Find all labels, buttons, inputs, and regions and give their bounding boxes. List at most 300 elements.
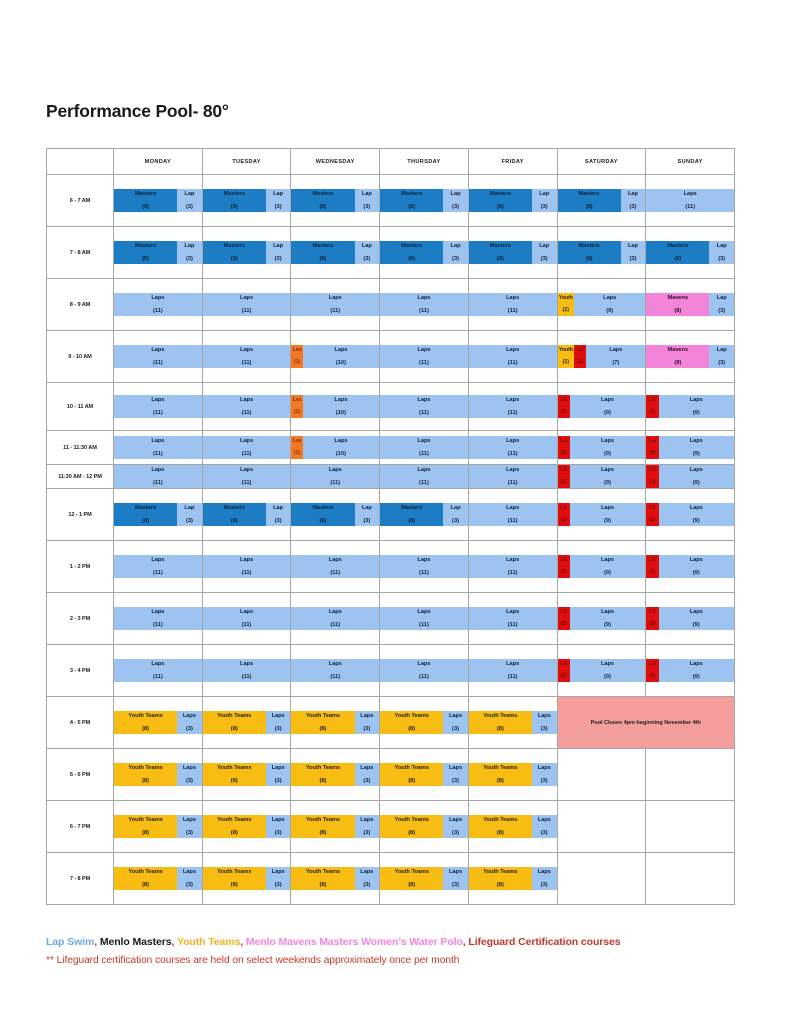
- schedule-cell-thursday[interactable]: [380, 331, 469, 383]
- program-block-youth[interactable]: [380, 711, 443, 734]
- program-block-laps[interactable]: [570, 607, 645, 630]
- program-block-masters[interactable]: [203, 503, 266, 526]
- block-row: [469, 465, 557, 488]
- program-block-youth[interactable]: [203, 867, 266, 890]
- program-block-lg[interactable]: [646, 555, 658, 578]
- schedule-cell-friday[interactable]: [468, 175, 557, 227]
- schedule-cell-friday[interactable]: [468, 331, 557, 383]
- schedule-cell-monday[interactable]: [114, 279, 203, 331]
- program-block-masters[interactable]: [203, 241, 266, 264]
- schedule-cell-wednesday[interactable]: [291, 431, 380, 465]
- lane-count: (3): [185, 882, 193, 888]
- program-block-laps[interactable]: [570, 465, 645, 488]
- schedule-cell-wednesday[interactable]: [291, 645, 380, 697]
- schedule-cell-wednesday[interactable]: [291, 465, 380, 489]
- lane-count: (11): [507, 480, 518, 486]
- schedule-cell-thursday[interactable]: [380, 431, 469, 465]
- program-block-laps[interactable]: [443, 763, 468, 786]
- program-block-lap[interactable]: [355, 503, 380, 526]
- program-block-youth[interactable]: [380, 763, 443, 786]
- program-block-laps[interactable]: [303, 436, 379, 459]
- schedule-cell-tuesday[interactable]: [202, 697, 291, 749]
- schedule-cell-wednesday[interactable]: [291, 279, 380, 331]
- program-block-laps[interactable]: [469, 395, 557, 418]
- program-block-laps[interactable]: [203, 659, 291, 682]
- lane-count: (11): [330, 570, 341, 576]
- program-block-lg[interactable]: [558, 607, 570, 630]
- program-block-youth[interactable]: [291, 815, 354, 838]
- program-block-laps[interactable]: [659, 607, 734, 630]
- block-row: [646, 241, 734, 264]
- schedule-cell-sunday[interactable]: [646, 175, 735, 227]
- program-block-lg[interactable]: [558, 395, 570, 418]
- program-block-laps[interactable]: [291, 293, 379, 316]
- program-block-laps[interactable]: [469, 607, 557, 630]
- program-block-laps[interactable]: [659, 659, 734, 682]
- lane-count: (8): [408, 882, 416, 888]
- program-block-lap[interactable]: [532, 241, 557, 264]
- program-block-laps[interactable]: [443, 711, 468, 734]
- program-block-lg[interactable]: [574, 345, 586, 368]
- schedule-cell-thursday[interactable]: [380, 801, 469, 853]
- block-row: [291, 345, 379, 368]
- program-block-laps[interactable]: [203, 555, 291, 578]
- program-block-laps[interactable]: [355, 763, 380, 786]
- program-block-laps[interactable]: [303, 395, 379, 418]
- program-block-masters[interactable]: [380, 241, 443, 264]
- schedule-cell-sunday[interactable]: [646, 593, 735, 645]
- schedule-cell-monday[interactable]: [114, 593, 203, 645]
- schedule-cell-saturday[interactable]: [557, 541, 646, 593]
- schedule-cell-friday[interactable]: [468, 645, 557, 697]
- schedule-cell-monday[interactable]: [114, 431, 203, 465]
- time-label: 2 - 3 PM: [47, 593, 114, 645]
- lane-count: (3): [629, 256, 637, 262]
- program-block-laps[interactable]: [266, 815, 291, 838]
- program-block-laps[interactable]: [114, 395, 202, 418]
- schedule-cell-tuesday[interactable]: [202, 227, 291, 279]
- schedule-cell-saturday[interactable]: [557, 645, 646, 697]
- program-block-lap[interactable]: [177, 241, 202, 264]
- program-block-laps[interactable]: [469, 436, 557, 459]
- schedule-cell-tuesday[interactable]: [202, 489, 291, 541]
- program-block-laps[interactable]: [303, 345, 379, 368]
- schedule-cell-friday[interactable]: [468, 697, 557, 749]
- schedule-cell-tuesday[interactable]: [202, 593, 291, 645]
- program-block-lap[interactable]: [355, 241, 380, 264]
- program-block-laps[interactable]: [114, 607, 202, 630]
- program-block-youth[interactable]: [114, 763, 177, 786]
- program-block-youth[interactable]: [469, 815, 532, 838]
- program-block-laps[interactable]: [659, 436, 734, 459]
- program-block-laps[interactable]: [355, 815, 380, 838]
- schedule-cell-wednesday[interactable]: [291, 749, 380, 801]
- schedule-cell-wednesday[interactable]: [291, 593, 380, 645]
- schedule-cell-monday[interactable]: [114, 331, 203, 383]
- program-block-masters[interactable]: [114, 189, 177, 212]
- lane-count: (8): [674, 308, 682, 314]
- program-block-youth[interactable]: [469, 763, 532, 786]
- schedule-cell-wednesday[interactable]: [291, 853, 380, 905]
- program-block-mavens[interactable]: [646, 293, 709, 316]
- program-block-youth[interactable]: [291, 711, 354, 734]
- program-block-laps[interactable]: [659, 503, 734, 526]
- program-block-laps[interactable]: [443, 867, 468, 890]
- schedule-cell-monday[interactable]: [114, 383, 203, 431]
- program-block-youth[interactable]: [114, 711, 177, 734]
- schedule-cell-thursday[interactable]: [380, 489, 469, 541]
- lane-count: (8): [674, 360, 682, 366]
- program-block-laps[interactable]: [574, 293, 645, 316]
- program-block-les[interactable]: [291, 395, 302, 418]
- program-block-laps[interactable]: [380, 436, 468, 459]
- program-block-masters[interactable]: [291, 189, 354, 212]
- schedule-cell-friday[interactable]: [468, 465, 557, 489]
- schedule-cell-monday[interactable]: [114, 465, 203, 489]
- program-block-laps[interactable]: [266, 867, 291, 890]
- program-label: Laps: [537, 765, 551, 772]
- schedule-cell-monday[interactable]: [114, 853, 203, 905]
- schedule-cell-monday[interactable]: [114, 227, 203, 279]
- program-block-masters[interactable]: [646, 241, 709, 264]
- legend-separator: ,: [171, 936, 177, 948]
- schedule-cell-friday[interactable]: [468, 489, 557, 541]
- program-block-laps[interactable]: [177, 867, 202, 890]
- program-label: Laps: [240, 557, 254, 564]
- schedule-cell-thursday[interactable]: [380, 749, 469, 801]
- program-block-youth[interactable]: [558, 293, 575, 316]
- program-block-laps[interactable]: [659, 555, 734, 578]
- schedule-cell-sunday[interactable]: [646, 331, 735, 383]
- program-block-les[interactable]: [291, 345, 302, 368]
- schedule-cell-sunday[interactable]: [646, 489, 735, 541]
- schedule-cell-friday[interactable]: [468, 227, 557, 279]
- program-block-laps[interactable]: [380, 395, 468, 418]
- program-label: Youth Teams: [217, 869, 252, 876]
- schedule-cell-monday[interactable]: [114, 749, 203, 801]
- schedule-cell-sunday[interactable]: [646, 383, 735, 431]
- schedule-cell-sunday[interactable]: [646, 431, 735, 465]
- program-block-lap[interactable]: [266, 241, 291, 264]
- schedule-cell-tuesday[interactable]: [202, 279, 291, 331]
- schedule-cell-tuesday[interactable]: [202, 465, 291, 489]
- program-block-laps[interactable]: [532, 763, 557, 786]
- program-block-lap[interactable]: [266, 503, 291, 526]
- program-label: Laps: [328, 661, 342, 668]
- program-block-lg[interactable]: [558, 436, 570, 459]
- program-block-mavens[interactable]: [646, 345, 709, 368]
- schedule-cell-sunday[interactable]: [646, 465, 735, 489]
- program-block-masters[interactable]: [380, 189, 443, 212]
- program-block-laps[interactable]: [469, 503, 557, 526]
- schedule-cell-wednesday[interactable]: [291, 175, 380, 227]
- schedule-cell-tuesday[interactable]: [202, 331, 291, 383]
- schedule-cell-saturday[interactable]: [557, 331, 646, 383]
- program-block-laps[interactable]: [114, 293, 202, 316]
- schedule-cell-thursday[interactable]: [380, 645, 469, 697]
- program-block-lap[interactable]: [532, 189, 557, 212]
- program-block-laps[interactable]: [380, 659, 468, 682]
- program-block-masters[interactable]: [291, 503, 354, 526]
- schedule-cell-wednesday[interactable]: [291, 331, 380, 383]
- program-block-laps[interactable]: [114, 345, 202, 368]
- program-block-laps[interactable]: [203, 607, 291, 630]
- program-block-laps[interactable]: [469, 345, 557, 368]
- program-block-laps[interactable]: [114, 659, 202, 682]
- schedule-cell-thursday[interactable]: [380, 593, 469, 645]
- program-block-lap[interactable]: [177, 189, 202, 212]
- schedule-cell-wednesday[interactable]: [291, 801, 380, 853]
- schedule-cell-saturday[interactable]: [557, 465, 646, 489]
- schedule-cell-tuesday[interactable]: [202, 383, 291, 431]
- day-header-thursday: THURSDAY: [380, 149, 469, 175]
- schedule-cell-wednesday[interactable]: [291, 227, 380, 279]
- schedule-cell-sunday[interactable]: [646, 227, 735, 279]
- program-block-youth[interactable]: [291, 763, 354, 786]
- schedule-cell-tuesday[interactable]: [202, 645, 291, 697]
- schedule-cell-friday[interactable]: [468, 541, 557, 593]
- program-block-laps[interactable]: [380, 555, 468, 578]
- program-block-youth[interactable]: [469, 867, 532, 890]
- program-block-laps[interactable]: [266, 763, 291, 786]
- header-corner: [47, 149, 114, 175]
- program-block-youth[interactable]: [380, 867, 443, 890]
- program-label: Laps: [271, 713, 285, 720]
- schedule-cell-thursday[interactable]: [380, 279, 469, 331]
- program-block-laps[interactable]: [355, 711, 380, 734]
- program-block-lap[interactable]: [443, 189, 468, 212]
- program-block-laps[interactable]: [532, 711, 557, 734]
- lane-count: (8): [496, 204, 504, 210]
- program-block-masters[interactable]: [291, 241, 354, 264]
- schedule-cell-thursday[interactable]: [380, 175, 469, 227]
- schedule-cell-sunday[interactable]: [646, 279, 735, 331]
- program-block-laps[interactable]: [203, 436, 291, 459]
- schedule-cell-tuesday[interactable]: [202, 175, 291, 227]
- schedule-cell-saturday[interactable]: [557, 431, 646, 465]
- program-label: Youth Teams: [305, 765, 341, 772]
- schedule-cell-friday[interactable]: [468, 431, 557, 465]
- schedule-cell-wednesday[interactable]: [291, 383, 380, 431]
- schedule-cell-thursday[interactable]: [380, 697, 469, 749]
- program-label: LG: [648, 467, 656, 474]
- program-block-laps[interactable]: [570, 659, 645, 682]
- program-label: Laps: [182, 713, 196, 720]
- program-block-laps[interactable]: [570, 503, 645, 526]
- schedule-cell-friday[interactable]: [468, 279, 557, 331]
- program-block-laps[interactable]: [291, 607, 379, 630]
- program-block-lap[interactable]: [621, 189, 646, 212]
- program-label: Lap: [539, 243, 550, 250]
- program-block-laps[interactable]: [659, 465, 734, 488]
- time-label: 11:30 AM - 12 PM: [47, 465, 114, 489]
- lane-count: (3): [363, 518, 371, 524]
- schedule-cell-thursday[interactable]: [380, 227, 469, 279]
- program-block-laps[interactable]: [469, 555, 557, 578]
- schedule-cell-saturday[interactable]: [557, 279, 646, 331]
- program-block-lap[interactable]: [709, 241, 734, 264]
- program-block-lg[interactable]: [558, 555, 570, 578]
- schedule-cell-sunday[interactable]: [646, 645, 735, 697]
- schedule-cell-thursday[interactable]: [380, 541, 469, 593]
- program-block-masters[interactable]: [203, 189, 266, 212]
- schedule-cell-tuesday[interactable]: [202, 749, 291, 801]
- schedule-cell-friday[interactable]: [468, 749, 557, 801]
- block-row: [380, 815, 468, 838]
- schedule-cell-friday[interactable]: [468, 853, 557, 905]
- schedule-cell-tuesday[interactable]: [202, 853, 291, 905]
- program-block-lg[interactable]: [646, 436, 658, 459]
- program-block-laps[interactable]: [570, 395, 645, 418]
- program-block-laps[interactable]: [469, 465, 557, 488]
- program-label: LG: [560, 557, 568, 564]
- program-block-laps[interactable]: [659, 395, 734, 418]
- program-block-laps[interactable]: [114, 555, 202, 578]
- program-block-lap[interactable]: [177, 503, 202, 526]
- lane-count: (3): [540, 256, 548, 262]
- lane-count: (9): [692, 570, 700, 576]
- block-row: [203, 555, 291, 578]
- program-block-lg[interactable]: [558, 465, 570, 488]
- program-block-lg[interactable]: [558, 659, 570, 682]
- schedule-row: [47, 465, 735, 489]
- program-block-lg[interactable]: [646, 659, 658, 682]
- schedule-cell-friday[interactable]: [468, 801, 557, 853]
- program-block-laps[interactable]: [177, 763, 202, 786]
- program-block-lg[interactable]: [646, 465, 658, 488]
- schedule-cell-saturday[interactable]: [557, 227, 646, 279]
- program-block-laps[interactable]: [570, 436, 645, 459]
- schedule-cell-tuesday[interactable]: [202, 431, 291, 465]
- program-block-lap[interactable]: [443, 503, 468, 526]
- program-block-lg[interactable]: [646, 503, 658, 526]
- program-block-laps[interactable]: [355, 867, 380, 890]
- program-block-laps[interactable]: [114, 465, 202, 488]
- lane-count: (3): [452, 518, 459, 524]
- schedule-cell-monday[interactable]: [114, 801, 203, 853]
- schedule-cell-tuesday[interactable]: [202, 541, 291, 593]
- program-block-laps[interactable]: [380, 607, 468, 630]
- schedule-cell-monday[interactable]: [114, 175, 203, 227]
- program-block-laps[interactable]: [646, 189, 734, 212]
- program-block-laps[interactable]: [443, 815, 468, 838]
- program-block-youth[interactable]: [291, 867, 354, 890]
- program-block-masters[interactable]: [558, 189, 621, 212]
- schedule-cell-wednesday[interactable]: [291, 697, 380, 749]
- program-label: Masters: [312, 191, 334, 198]
- schedule-cell-saturday[interactable]: [557, 593, 646, 645]
- lane-count: (11): [330, 308, 341, 314]
- schedule-cell-wednesday[interactable]: [291, 489, 380, 541]
- program-block-lg[interactable]: [558, 503, 570, 526]
- lane-count: (2): [560, 408, 567, 415]
- program-block-laps[interactable]: [469, 659, 557, 682]
- program-block-les[interactable]: [291, 436, 302, 459]
- program-block-laps[interactable]: [469, 293, 557, 316]
- program-block-masters[interactable]: [469, 189, 532, 212]
- program-block-laps[interactable]: [114, 436, 202, 459]
- program-block-lg[interactable]: [646, 607, 658, 630]
- program-block-lg[interactable]: [646, 395, 658, 418]
- program-block-laps[interactable]: [586, 345, 645, 368]
- schedule-cell-saturday[interactable]: [557, 175, 646, 227]
- lane-count: (11): [507, 518, 518, 524]
- program-block-masters[interactable]: [114, 503, 177, 526]
- program-block-laps[interactable]: [380, 465, 468, 488]
- program-block-laps[interactable]: [380, 345, 468, 368]
- program-block-masters[interactable]: [380, 503, 443, 526]
- program-block-laps[interactable]: [380, 293, 468, 316]
- program-block-youth[interactable]: [114, 867, 177, 890]
- schedule-cell-monday[interactable]: [114, 489, 203, 541]
- program-block-lap[interactable]: [355, 189, 380, 212]
- schedule-cell-sunday[interactable]: [646, 541, 735, 593]
- schedule-cell-monday[interactable]: [114, 645, 203, 697]
- program-block-laps[interactable]: [291, 465, 379, 488]
- program-block-laps[interactable]: [532, 867, 557, 890]
- program-label: Mavens: [667, 347, 689, 354]
- lane-count: (8): [319, 778, 327, 784]
- block-row: [291, 395, 379, 418]
- program-block-youth[interactable]: [380, 815, 443, 838]
- schedule-cell-saturday[interactable]: [557, 489, 646, 541]
- block-row: [114, 555, 202, 578]
- block-row: [469, 659, 557, 682]
- schedule-cell-friday[interactable]: [468, 593, 557, 645]
- schedule-cell-tuesday[interactable]: [202, 801, 291, 853]
- program-block-youth[interactable]: [203, 815, 266, 838]
- lane-count: (8): [496, 726, 504, 732]
- block-row: [469, 436, 557, 459]
- program-block-laps[interactable]: [177, 815, 202, 838]
- schedule-cell-thursday[interactable]: [380, 853, 469, 905]
- program-block-youth[interactable]: [558, 345, 575, 368]
- program-block-laps[interactable]: [203, 345, 291, 368]
- program-block-youth[interactable]: [203, 763, 266, 786]
- program-block-laps[interactable]: [291, 659, 379, 682]
- program-block-laps[interactable]: [291, 555, 379, 578]
- schedule-cell-saturday[interactable]: [557, 383, 646, 431]
- program-block-youth[interactable]: [114, 815, 177, 838]
- lane-count: (2): [560, 672, 567, 679]
- program-block-laps[interactable]: [203, 465, 291, 488]
- program-block-lap[interactable]: [709, 345, 734, 368]
- program-block-laps[interactable]: [570, 555, 645, 578]
- program-block-masters[interactable]: [114, 241, 177, 264]
- program-block-lap[interactable]: [709, 293, 734, 316]
- program-block-laps[interactable]: [532, 815, 557, 838]
- schedule-cell-monday[interactable]: [114, 541, 203, 593]
- lane-count: (8): [319, 256, 327, 262]
- program-block-masters[interactable]: [558, 241, 621, 264]
- program-block-lap[interactable]: [621, 241, 646, 264]
- schedule-cell-monday[interactable]: [114, 697, 203, 749]
- schedule-cell-thursday[interactable]: [380, 465, 469, 489]
- lane-count: (8): [496, 778, 504, 784]
- program-block-lap[interactable]: [443, 241, 468, 264]
- program-block-laps[interactable]: [177, 711, 202, 734]
- program-block-laps[interactable]: [203, 395, 291, 418]
- schedule-cell-thursday[interactable]: [380, 383, 469, 431]
- program-block-laps[interactable]: [266, 711, 291, 734]
- program-block-youth[interactable]: [469, 711, 532, 734]
- schedule-cell-friday[interactable]: [468, 383, 557, 431]
- program-block-youth[interactable]: [203, 711, 266, 734]
- program-block-masters[interactable]: [469, 241, 532, 264]
- schedule-cell-wednesday[interactable]: [291, 541, 380, 593]
- program-block-laps[interactable]: [203, 293, 291, 316]
- program-block-lap[interactable]: [266, 189, 291, 212]
